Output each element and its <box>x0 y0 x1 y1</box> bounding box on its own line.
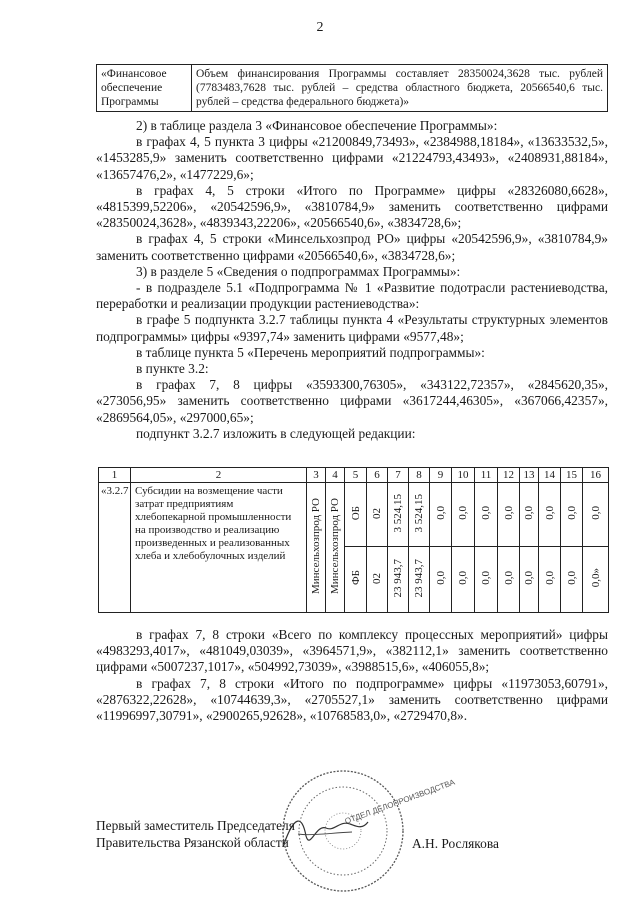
data-cell: 23 943,7 <box>388 547 409 613</box>
header-cell: 8 <box>409 468 430 483</box>
executor-cell <box>307 483 326 613</box>
data-cell: 0,0 <box>539 483 561 547</box>
paragraph: в графах 7, 8 строки «Всего по комплексу процессных мероприятий» цифры «4983293,4017», «481049,03039», «3964571,9», «382112,1» заменить соответственно цифрами «5007237,1017», «504992,73039», «3988515,6», «406055,8»; <box>96 627 608 675</box>
signatory-line-1: Первый заместитель Председателя <box>96 818 295 833</box>
paragraph: 2) в таблице раздела 3 «Финансовое обеспечение Программы»: <box>136 118 498 133</box>
paragraph: 3) в разделе 5 «Сведения о подпрограммах Программы»: <box>136 263 461 279</box>
finance-text: Объем финансирования Программы составляет 28350024,3628 тыс. рублей (7783483,7628 тыс. рублей – средства областного бюджета, 20566540,6 тыс. рублей – средства федерального бюджета)» <box>192 65 608 112</box>
paragraph: в графе 5 подпункта 3.2.7 таблицы пункта 4 «Результаты структурных элементов подпрограммы» цифры «9397,74» заменить цифрами «9577,48»; <box>96 312 608 344</box>
executor-text: Минсельхозпрод РО <box>310 498 322 594</box>
data-cell: 0,0 <box>475 483 498 547</box>
header-cell: 5 <box>345 468 367 483</box>
paragraph: - в подразделе 5.1 «Подпрограмма № 1 «Развитие подотрасли растениеводства, переработки и реализации продукции растениеводства»: <box>96 280 608 312</box>
data-cell: ФБ <box>345 547 367 613</box>
header-cell: 10 <box>452 468 475 483</box>
data-cell: 0,0 <box>452 483 475 547</box>
data-cell: 0,0 <box>475 547 498 613</box>
data-cell: 23 943,7 <box>409 547 430 613</box>
amendment-text <box>96 118 608 442</box>
header-cell: 1 <box>99 468 131 483</box>
paragraph: в графах 7, 8 цифры «3593300,76305», «343122,72357», «2845620,35», «273056,95» заменить соответственно цифрами «3617244,46305», «367066,42357», «2869564,05», «297000,65»; <box>96 377 608 425</box>
subprogram-table <box>98 467 609 613</box>
data-cell: 0,0 <box>583 483 609 547</box>
finance-table <box>96 64 608 112</box>
finance-row <box>97 65 608 112</box>
data-cell: 0,0 <box>561 547 583 613</box>
signatory-line-2: Правительства Рязанской области <box>96 835 289 850</box>
header-cell: 3 <box>307 468 326 483</box>
stamp-text: ОТДЕЛ ДЕЛОПРОИЗВОДСТВА <box>343 777 457 826</box>
paragraph: в графах 4, 5 строки «Итого по Программе» цифры «28326080,6628», «4815399,52206», «20542596,9», «3810784,9» заменить соответственно цифрами «28350024,3628», «4839343,22206», «20566540,6», «3834728,6»; <box>96 182 608 231</box>
header-cell: 6 <box>367 468 388 483</box>
paragraph: в графах 7, 8 строки «Итого по подпрограмме» цифры «11973053,60791», «2876322,22628», «10744639,3», «2705527,1» заменить соответственно цифрами «11996997,30791», «2900265,92628», «10768583,0», «2729470,8». <box>96 675 608 724</box>
page-number: 2 <box>316 20 324 35</box>
data-cell: 0,0 <box>561 483 583 547</box>
data-cell: 02 <box>367 547 388 613</box>
header-cell: 2 <box>131 468 307 483</box>
finance-label: «Финансовое обеспечение Программы <box>97 65 192 112</box>
header-cell: 11 <box>475 468 498 483</box>
header-cell: 16 <box>583 468 609 483</box>
executor-cell <box>326 483 345 613</box>
data-cell: 0,0 <box>430 483 452 547</box>
header-cell: 12 <box>498 468 520 483</box>
paragraph: в таблице пункта 5 «Перечень мероприятий подпрограммы»: <box>136 344 485 360</box>
data-cell: 0,0» <box>583 547 609 613</box>
data-cell: 0,0 <box>539 547 561 613</box>
paragraph: подпункт 3.2.7 изложить в следующей редакции: <box>136 425 416 441</box>
data-cell: 0,0 <box>498 483 520 547</box>
header-cell: 4 <box>326 468 345 483</box>
signatory-title <box>96 817 295 851</box>
data-cell: 0,0 <box>520 483 539 547</box>
data-cell: 3 524,15 <box>388 483 409 547</box>
paragraph: в графах 4, 5 строки «Минсельхозпрод РО» цифры «20542596,9», «3810784,9» заменить соответственно цифрами «20566540,6», «3834728,6»; <box>96 231 608 263</box>
data-cell: ОБ <box>345 483 367 547</box>
signatory-name: А.Н. Рослякова <box>412 836 499 851</box>
paragraph: в графах 4, 5 пункта 3 цифры «21200849,73493», «2384988,18184», «13633532,5», «1453285,9» заменить соответственно цифрами «21224793,43493», «2408931,88184», «13657476,2», «1477229,6»; <box>96 134 608 182</box>
paragraph: в пункте 3.2: <box>136 361 209 377</box>
row-number-cell: «3.2.7 <box>99 483 131 613</box>
executor-text: Минсельхозпрод РО <box>329 498 341 594</box>
data-cell: 0,0 <box>520 547 539 613</box>
data-cell: 0,0 <box>430 547 452 613</box>
header-cell: 7 <box>388 468 409 483</box>
measure-name-cell: Субсидии на возмещение части затрат предприятиям хлебопекарной промышленности на производство и реализацию произведенных и реализованных хлеба и хлебобулочных изделий <box>131 483 307 613</box>
header-cell: 13 <box>520 468 539 483</box>
data-cell: 02 <box>367 483 388 547</box>
data-cell: 0,0 <box>452 547 475 613</box>
table-row <box>99 483 609 547</box>
table-header-row <box>99 468 609 483</box>
data-cell: 0,0 <box>498 547 520 613</box>
header-cell: 9 <box>430 468 452 483</box>
header-cell: 15 <box>561 468 583 483</box>
amendment-text-continued <box>96 627 608 724</box>
header-cell: 14 <box>539 468 561 483</box>
data-cell: 3 524,15 <box>409 483 430 547</box>
